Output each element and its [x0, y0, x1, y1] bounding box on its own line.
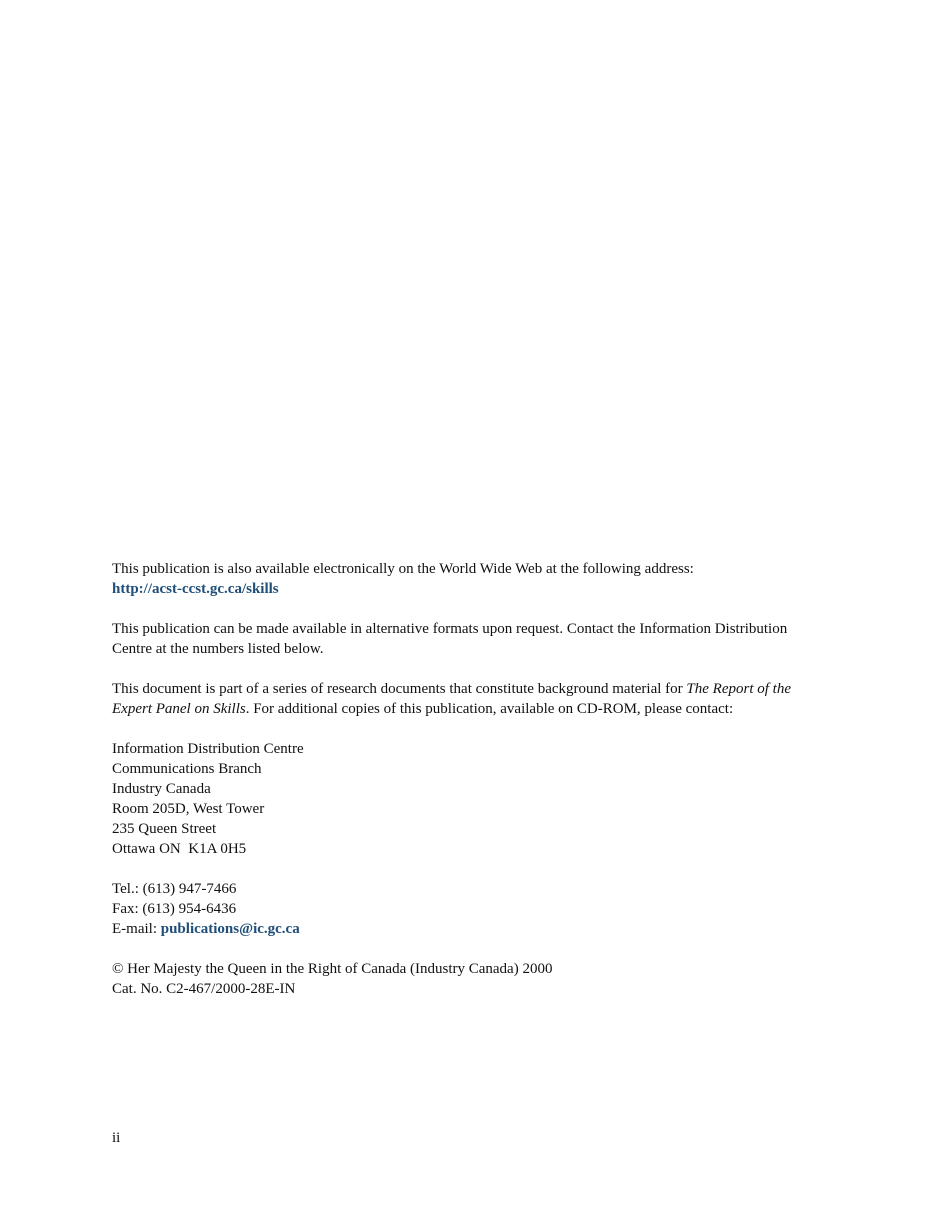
address-line: 235 Queen Street — [112, 821, 217, 837]
alternative-formats-paragraph — [112, 619, 842, 659]
address-line: Communications Branch — [112, 761, 262, 777]
series-line-1 — [112, 679, 842, 699]
web-intro-text: This publication is also available electronically on the World Wide Web at the following address: — [112, 561, 694, 577]
address-line: Room 205D, West Tower — [112, 801, 265, 817]
alternative-formats-line-2: Centre at the numbers listed below. — [112, 641, 324, 657]
catalogue-number: Cat. No. C2-467/2000-28E-IN — [112, 981, 296, 997]
email-link[interactable]: publications@ic.gc.ca — [160, 921, 300, 937]
address-line: Industry Canada — [112, 781, 211, 797]
report-title-part-2: Expert Panel on Skills — [112, 701, 246, 717]
alternative-formats-line-1: This publication can be made available in alternative formats upon request. Contact the Information Distribution — [112, 621, 788, 637]
contact-details — [112, 879, 842, 939]
website-link[interactable]: http://acst-ccst.gc.ca/skills — [112, 581, 279, 597]
mailing-address — [112, 739, 842, 859]
address-line: Information Distribution Centre — [112, 741, 304, 757]
series-line-2 — [112, 699, 842, 719]
fax-number: Fax: (613) 954-6436 — [112, 901, 237, 917]
address-line: Ottawa ON K1A 0H5 — [112, 841, 247, 857]
series-intro-text: This document is part of a series of research documents that constitute background material for — [112, 681, 687, 697]
series-contact-text: . For additional copies of this publication, available on CD-ROM, please contact: — [245, 701, 734, 717]
series-paragraph — [112, 679, 842, 719]
telephone-number: Tel.: (613) 947-7466 — [112, 881, 237, 897]
publication-info — [112, 559, 842, 1019]
copyright-block — [112, 959, 842, 999]
copyright-notice: © Her Majesty the Queen in the Right of Canada (Industry Canada) 2000 — [112, 961, 553, 977]
page-number: ii — [112, 1130, 121, 1146]
web-availability-paragraph — [112, 559, 842, 599]
email-label: E-mail: — [112, 921, 161, 937]
email-line — [112, 919, 842, 939]
report-title-part-1: The Report of the — [686, 681, 791, 697]
